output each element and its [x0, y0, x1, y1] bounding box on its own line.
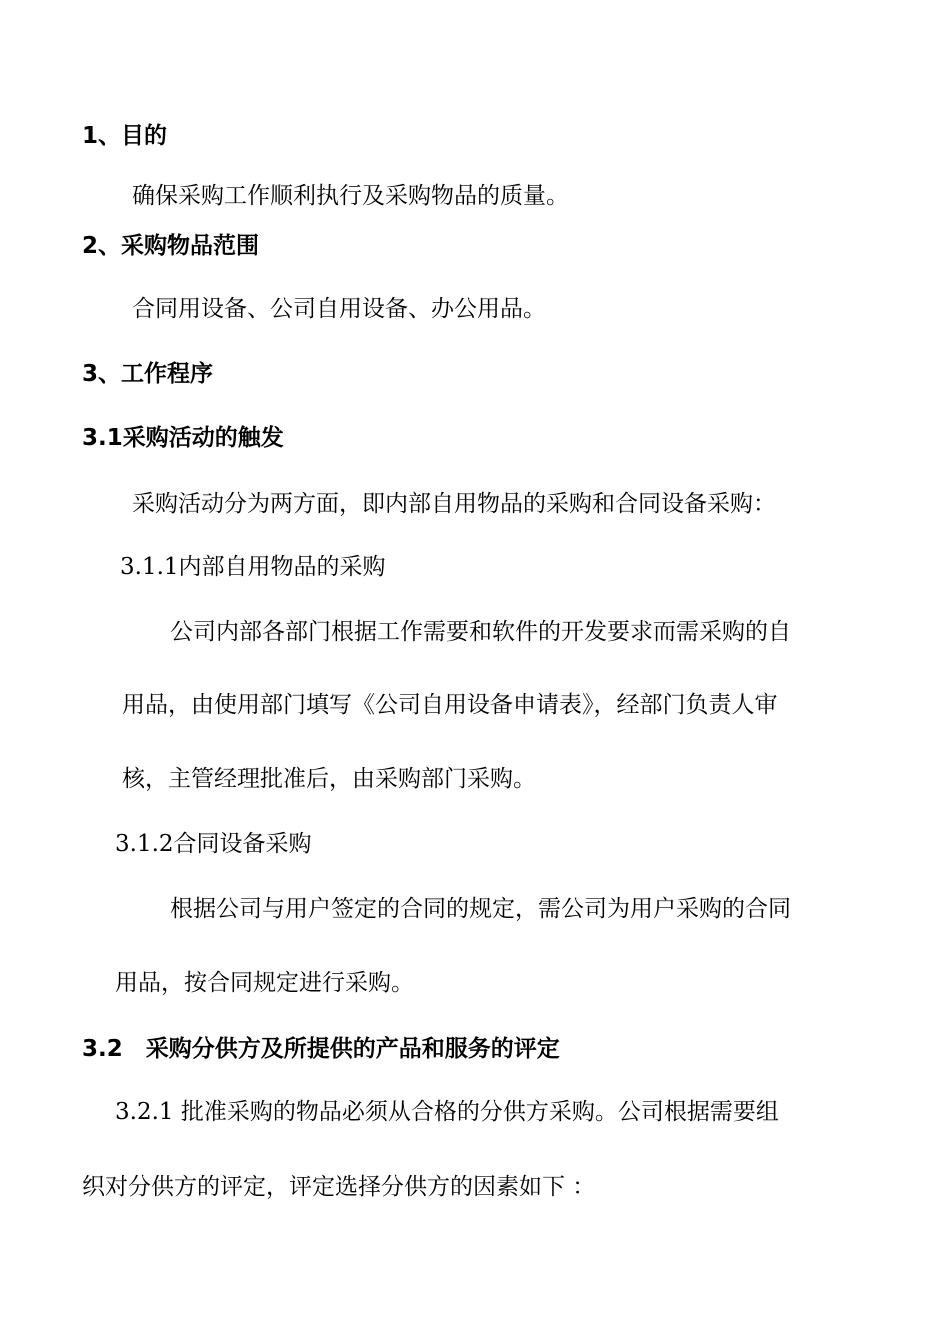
section-3-2-1-line-2: 织对分供方的评定，评定选择分供方的因素如下 ：	[82, 1174, 596, 1200]
section-2-heading: 2、采购物品范围	[82, 233, 260, 259]
section-1-text: 确保采购工作顺利执行及采购物品的质量。	[132, 183, 569, 209]
section-1-heading: 1、目的	[82, 123, 168, 149]
section-3-heading: 3、工作程序	[82, 361, 214, 387]
section-3-1-2-heading: 3.1.2合同设备采购	[115, 831, 312, 857]
section-3-1-1-line-1: 公司内部各部门根据工作需要和软件的开发要求而需采购的自	[170, 619, 791, 645]
section-3-1-1-line-2: 用品，由使用部门填写《公司自用设备申请表》，经部门负责人审	[122, 692, 778, 718]
section-3-1-text: 采购活动分为两方面，即内部自用物品的采购和合同设备采购：	[132, 491, 776, 517]
section-3-1-1-heading: 3.1.1内部自用物品的采购	[120, 554, 386, 580]
section-3-1-2-line-2: 用品，按合同规定进行采购。	[115, 970, 414, 996]
section-3-1-2-line-1: 根据公司与用户签定的合同的规定，需公司为用户采购的合同	[170, 896, 791, 922]
section-3-1-1-line-3: 核，主管经理批准后，由采购部门采购。	[122, 766, 536, 792]
section-2-text: 合同用设备、公司自用设备、办公用品。	[132, 296, 546, 322]
section-3-2-1-line-1: 3.2.1 批准采购的物品必须从合格的分供方采购。公司根据需要组	[115, 1099, 779, 1125]
section-3-2-heading: 3.2 采购分供方及所提供的产品和服务的评定	[82, 1036, 560, 1062]
section-3-1-heading: 3.1采购活动的触发	[82, 425, 284, 451]
